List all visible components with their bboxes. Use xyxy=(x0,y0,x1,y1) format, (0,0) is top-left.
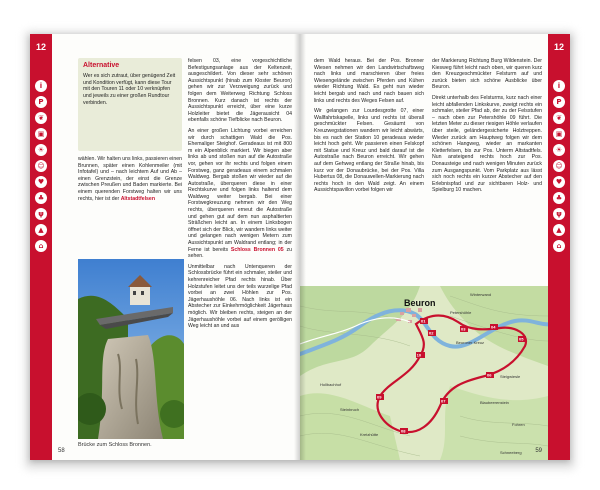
left-col1-highlight: Altstadtfelsen xyxy=(120,195,155,202)
left-col2-p3: Unmittelbar nach Untenqueren der Schlossbrücke führt ein schmaler, steiler und kehrenreicher Pfad rechts hinab. Über Holzstufen leitet uns der teils wurzelige Pfad vorbei an zwei Höhlen zur Pos. Jägerhaushöhle 06. Nach links ist ein Abstecher zur Einkehrmöglichkeit Jägerhaus möglich. Wir bleiben rechts, steigen an der Jägerhaushöhle vorbei auf einem gerölligen Weg leicht an und aus xyxy=(188,263,292,330)
map-place-label: Winterwand xyxy=(470,292,492,297)
child-icon: ☺ xyxy=(35,160,47,172)
map-marker: 03 xyxy=(461,326,466,332)
right-column-1 xyxy=(314,58,424,198)
left-column-1 xyxy=(78,156,182,206)
fork-icon: ψ xyxy=(35,208,47,220)
bed-icon: ⌂ xyxy=(35,240,47,252)
alternative-title: Alternative xyxy=(83,62,120,69)
route-map-graphic xyxy=(300,286,548,460)
map-marker: 02 xyxy=(429,330,434,336)
right-icon-column xyxy=(548,80,570,252)
map-place-label: Kretzhütte xyxy=(360,432,379,437)
bus-icon: ▣ xyxy=(553,128,565,140)
left-col2-p2-end: zu sehen. xyxy=(188,246,292,260)
map-marker: 05 xyxy=(519,336,524,342)
map-place-label: Blaubeerenstein xyxy=(480,400,509,405)
photo-caption: Brücke zum Schloss Bronnen. xyxy=(78,442,152,448)
bed-icon: ⌂ xyxy=(553,240,565,252)
bridge-photo-graphic xyxy=(78,259,184,439)
map-marker: 06 xyxy=(487,372,492,378)
left-col2-highlight: Schloss Bronnen 05 xyxy=(230,246,284,253)
left-col1-text: wählen. Wir halten uns links, passieren einen Brunnen, später einen Kohlenmeiler (mit Infotafel) und – nach leichtem Auf und Ab – einen Grenzstein, der einst die Grenze zwischen Preußen und Baden markierte. Bei einem querenden Forstweg halten wir uns rechts, hier ist der xyxy=(78,156,182,202)
right-col2-p2: Direkt unterhalb des Felsturms, kurz nach einer leicht abfallenden Linkskurve, zweigt rechts ein schmaler, steiler Pfad ab, der zu der Felsstufen – nach oben zur Petershöhle 09 führt. Die letzten Meter zu dieser riesigen Höhle verlaufen über steile, geländergesicherte Holztreppen. Wieder zurück am Hauptweg folgen wir dem schönen Hangweg, wieder an markanten Kletterfelsen, bis zur Pos. Unterm Altstadtfels. Nun ansteigend rechts hoch zur Pos. Donausteige und nach wenigen Minuten zurück zum Ausgangspunkt. Vom Parkplatz aus lässt sich noch rechts ein kurzer Abstecher auf den Erlebnispfad und zur sichtbaren Holz- und Spielburg 10 machen. xyxy=(432,94,542,194)
map-marker: 01 xyxy=(421,318,426,324)
right-chapter-bar xyxy=(548,34,570,460)
right-col2-p1: der Markierung Richtung Burg Wildenstein. Der Kiesweg führt leicht nach oben, wir queren kurz den Kreuzgeschmückter Felsturm auf und zurück bieten sich schöne Ausblicke über Beuron. xyxy=(432,58,542,91)
parking-icon: P xyxy=(35,96,47,108)
map-place-label: Petershöhle xyxy=(450,310,472,315)
left-col2-p2: An einer großen Lichtung vorbei erreichen wir durch schattigen Wald die Pos. Ehemaliger Steighof. Geradeaus ist mit 800 m ein Alpenblick markiert. Wir biegen aber links ab und stoßen nun auf die Autostraße vor, gehen vor ihr rechts und folgen einem Forstweg, ganz geradeaus einem schmalen Waldweg. Bergab stoßen wir wieder auf die Autostraße, überqueren diese in einer Rechtskurve und folgen links haltend dem Waldweg weiter bergab. Bei einer Forstwegkreuzung nehmen wir den Weg rechts, überqueren erneut die Autostraße und gehen gut auf dem nun asphaltierten Sträßchen leicht an. In einem Linksbogen öffnet sich der Blick, wir wandern links weiter und gelangen nach wenigen Metern zum Aussichtspunkt am Waldrand entlang; in der Ferne ist bereits xyxy=(188,127,292,253)
parking-icon: P xyxy=(553,96,565,108)
map-marker: 09 xyxy=(377,394,382,400)
left-column-2 xyxy=(188,58,292,334)
tree-icon: ♣ xyxy=(553,192,565,204)
right-page-number: 59 xyxy=(535,448,542,454)
route-map xyxy=(300,286,548,460)
map-place-label: Hollbachhof xyxy=(320,382,342,387)
mountain-icon: ▲ xyxy=(35,224,47,236)
left-page-number: 58 xyxy=(58,448,65,454)
open-book xyxy=(30,34,570,460)
tree-icon: ♣ xyxy=(35,192,47,204)
left-page xyxy=(30,34,300,460)
leaf-icon: ❦ xyxy=(35,112,47,124)
map-place-label: Fohren xyxy=(512,422,525,427)
map-marker: 08 xyxy=(401,428,406,434)
child-icon: ☺ xyxy=(553,160,565,172)
left-icon-column xyxy=(30,80,52,252)
right-chapter-number: 12 xyxy=(553,42,564,52)
left-chapter-bar xyxy=(30,34,52,460)
info-icon: i xyxy=(553,80,565,92)
fork-icon: ψ xyxy=(553,208,565,220)
alternative-box xyxy=(78,58,182,151)
map-place-label: Schneeberg xyxy=(500,450,522,455)
right-col1-p1: dem Wald heraus. Bei der Pos. Bronner Wiesen nehmen wir den Landwirtschaftsweg nach links und marschieren über freies Wiesengelände zwischen Pferden und Kühen wieder Richtung Wald. Es geht nun wieder leicht bergab und nach und nach bauen sich links und rechts des Weges Felsen auf. xyxy=(314,58,424,104)
heart-icon: ♥ xyxy=(553,176,565,188)
map-place-label: Steigwiesle xyxy=(500,374,521,379)
right-col1-p2: Wir gelangen zur Lourdesgrotte 07, einer Wallfahrtskapelle, links und rechts ist überall geschmückter Felsen. Gesäumt von Kreuzwegstationen wandern wir leicht abwärts, bis es nach der Station 10 geradeaus wieder leicht hoch geht. Wir passieren einen Felskopf mit Statue und Kreuz und bald darauf ist die Autostraße nach Beuron erreicht. Wir gehen auf dem Gehweg entlang der Straße hinab, bis kurz vor der Donaubrücke, bei der Pos. Villa Hubertus 08, die Donauwellen-Markierung nach rechts hoch in den Wald zeigt. An einem Aussichtspavillon vorbei folgen wir xyxy=(314,108,424,194)
left-col2-p1: felsen 03, eine vorgeschichtliche Befestigungsanlage aus der Keltenzeit, ausgeschildert. Von dieser sehr schönen Aussichtspunkt (hinab zum Kloster Beuron) gehen wir zur Verzweigung zurück und folgen dem Weiterweg Richtung Schloss Bronnen. Kurz danach ist rechts der Aussichtspunkt erreicht, über eine kurze Holzleiter bietet die Jägerausicht 04 ebenfalls schöne Tiefblicke nach Beuron. xyxy=(188,58,292,124)
leaf-icon: ❦ xyxy=(553,112,565,124)
right-page xyxy=(300,34,570,460)
book-gutter xyxy=(294,34,306,460)
heart-icon: ♥ xyxy=(35,176,47,188)
map-marker: 07 xyxy=(441,398,446,404)
sun-icon: ☀ xyxy=(35,144,47,156)
map-place-label: Beuroner Kreuz xyxy=(456,340,485,345)
map-marker: 04 xyxy=(491,324,496,330)
right-column-2 xyxy=(432,58,542,198)
sun-icon: ☀ xyxy=(553,144,565,156)
info-icon: i xyxy=(35,80,47,92)
map-place-label: Steinbruch xyxy=(340,407,360,412)
map-town-label: Beuron xyxy=(404,298,436,308)
alternative-text: Wer es sich zutraut, über genügend Zeit und Kondition verfügt, kann diese Tour mit den Touren 11 oder 10 verknüpfen und jeweils zu einer großen Rundtour verbinden. xyxy=(83,73,176,106)
bridge-photo xyxy=(78,259,184,439)
map-marker: 10 xyxy=(416,352,422,358)
mountain-icon: ▲ xyxy=(553,224,565,236)
bus-icon: ▣ xyxy=(35,128,47,140)
left-chapter-number: 12 xyxy=(35,42,46,52)
